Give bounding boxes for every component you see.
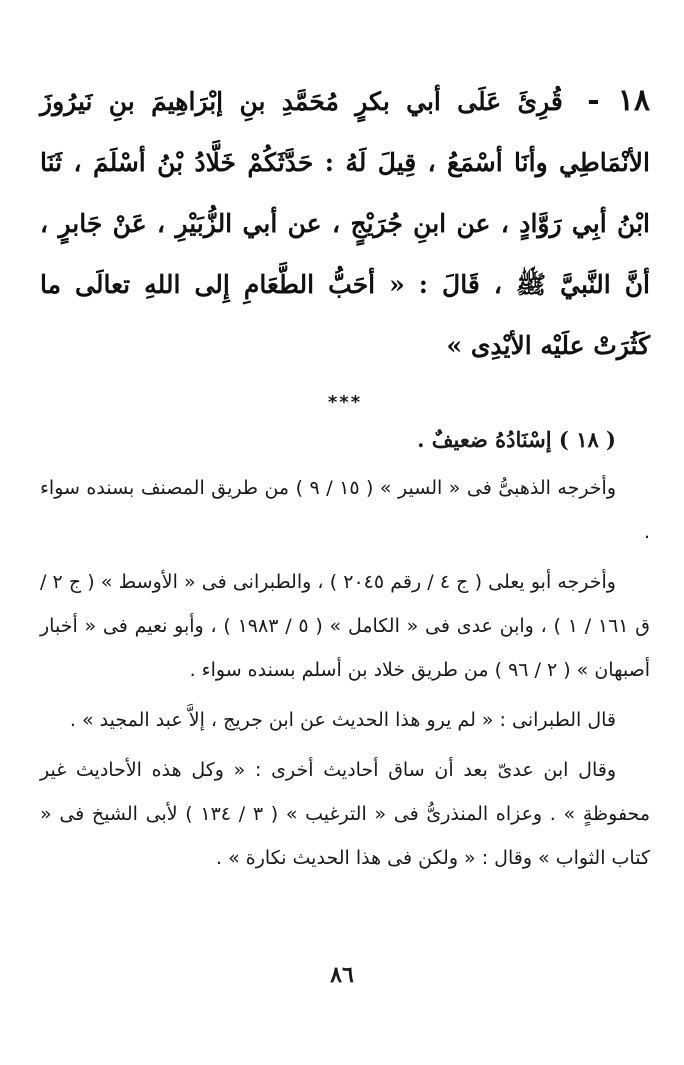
hadith-number: ١٨ - [587, 83, 650, 118]
commentary-heading: ( ١٨ ) إسْنَادُهُ ضعيفٌ . [417, 427, 616, 452]
commentary-paragraph-3: قال الطبرانى : « لم يرو هذا الحديث عن ابن جريج ، إلاَّ عبد المجيد » . [69, 709, 616, 731]
section-separator: *** [327, 392, 363, 413]
commentary-paragraph-2: وأخرجه أبو يعلى ( ج ٤ / رقم ٢٠٤٥ ) ، والطبرانى فى « الأوسط » ( ج ٢ / ق ١٦١ / ١ ) ، وابن عدى فى « الكامل » ( ٥ / ١٩٨٣ ) ، وأبو نعيم فى « أخبار أصبهان » ( ٢ / ٩٦ ) من طريق خلاد بن أسلم بسنده سواء . [40, 571, 651, 681]
page-number: ٨٦ [330, 962, 354, 988]
page-content [40, 70, 650, 886]
hadith-text [40, 70, 650, 376]
hadith-body: قُرِئَ عَلَى أبي بكرٍ مُحَمَّدِ بنِ إبْرَاهِيمَ بنِ نَيرُوزَ الأنْمَاطِي وأنَا أسْمَعُ ، قِيلَ لَهُ : حَدَّثَكُمْ خَلَّادُ بْنُ أسْلَمَ ، ثَنَا ابْنُ أبِي رَوَّادٍ ، عن ابنِ جُرَيْجٍ ، عن أبي الزُّبَيْرِ ، عَنْ جَابرٍ ، أنَّ النَّبيَّ ﷺ ، قَالَ : « أحَبُّ الطَّعَامِ إِلى اللهِ تعالَى ما كَثُرَتْ علَيْه الأيْدِى » [40, 87, 650, 360]
commentary-paragraph-1: وأخرجه الذهبىُّ فى « السير » ( ١٥ / ٩ ) من طريق المصنف بسنده سواء . [40, 477, 650, 543]
commentary-paragraph-4: وقال ابن عدىّ بعد أن ساق أحاديث أخرى : « وكل هذه الأحاديث غير محفوظةٍ » . وعزاه المنذرىُّ فى « الترغيب » ( ٣ / ١٣٤ ) لأبى الشيخ فى « كتاب الثواب » وقال : « ولكن فى هذا الحديث نكارة » . [40, 759, 651, 869]
